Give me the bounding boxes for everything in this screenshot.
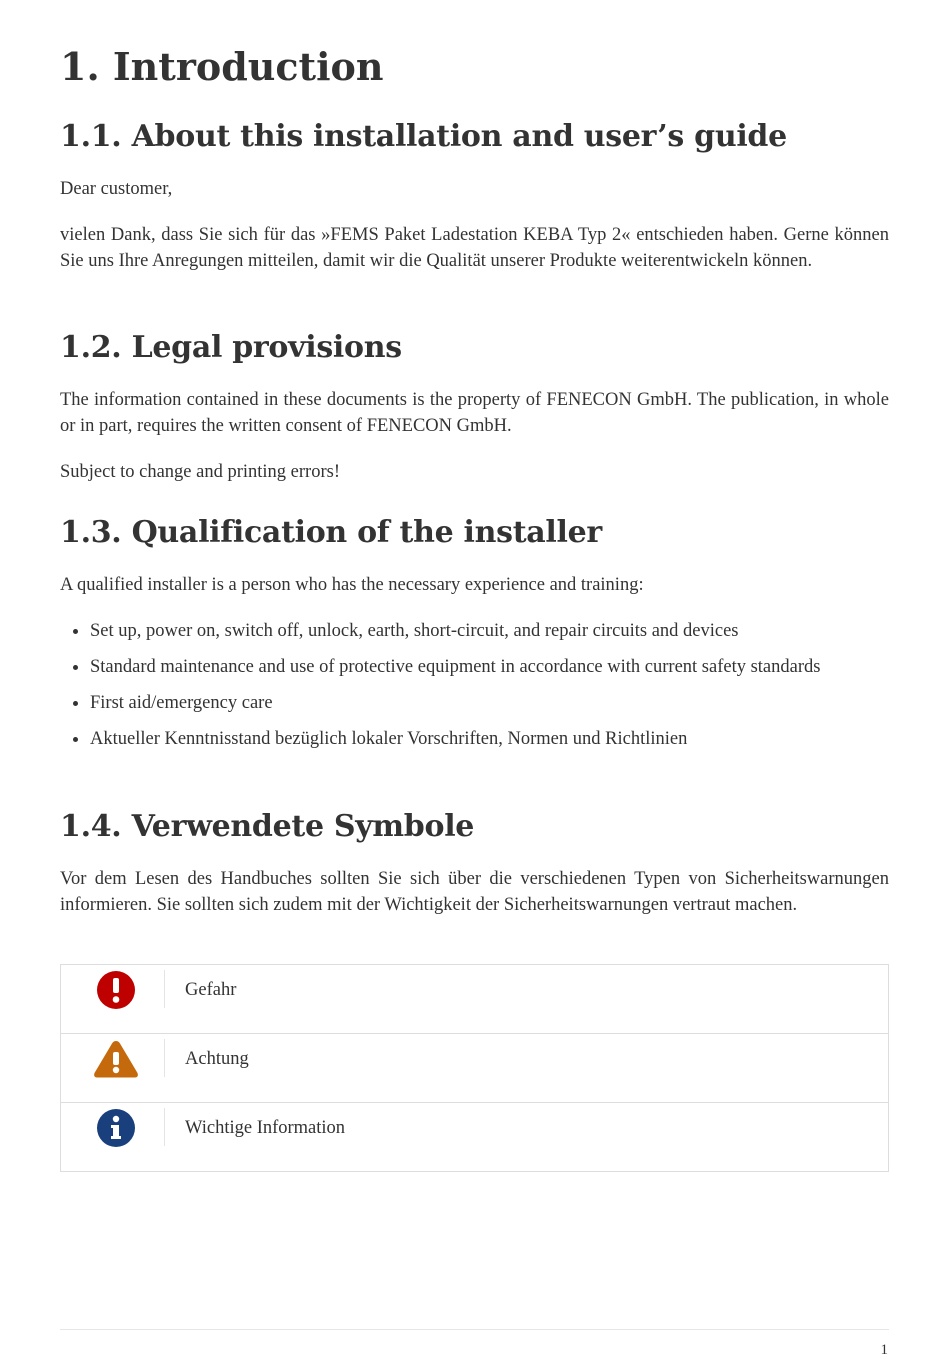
info-circle-icon bbox=[96, 1108, 136, 1148]
cell-divider bbox=[164, 1108, 165, 1146]
icon-cell bbox=[61, 1034, 166, 1103]
symbol-label: Wichtige Information bbox=[165, 1103, 889, 1172]
table-row bbox=[61, 1034, 889, 1103]
table-row bbox=[61, 965, 889, 1034]
danger-exclamation-circle-icon bbox=[96, 970, 136, 1010]
footer-divider bbox=[60, 1329, 889, 1330]
qualification-intro: A qualified installer is a person who has the necessary experience and training: bbox=[60, 575, 644, 595]
table-row bbox=[61, 1103, 889, 1172]
greeting-text: Dear customer, bbox=[60, 179, 173, 199]
about-paragraph: vielen Dank, dass Sie sich für das »FEMS Paket Ladestation KEBA Typ 2« entschieden haben. Gerne können Sie uns Ihre Anregungen mitteilen, damit wir die Qualität unserer Produkte weiterentwickeln können. bbox=[60, 225, 889, 271]
icon-cell bbox=[61, 1103, 166, 1172]
section-heading-legal: 1.2. Legal provisions bbox=[60, 330, 402, 365]
symbol-label: Gefahr bbox=[165, 965, 889, 1034]
qualification-list bbox=[60, 618, 889, 762]
symbols-paragraph: Vor dem Lesen des Handbuches sollten Sie sich über die verschiedenen Typen von Sicherheitswarnungen informieren. Sie sollten sich zudem mit der Wichtigkeit der Sicherheitswarnungen vertraut machen. bbox=[60, 869, 889, 915]
bullet-icon bbox=[73, 629, 78, 634]
list-item bbox=[60, 654, 889, 680]
cell-divider bbox=[164, 1039, 165, 1077]
symbols-table bbox=[60, 964, 889, 1172]
list-item-text: Set up, power on, switch off, unlock, earth, short-circuit, and repair circuits and devices bbox=[90, 621, 739, 641]
list-item-text: Standard maintenance and use of protective equipment in accordance with current safety standards bbox=[90, 657, 821, 677]
list-item-text: Aktueller Kenntnisstand bezüglich lokaler Vorschriften, Normen und Richtlinien bbox=[90, 729, 688, 749]
bullet-icon bbox=[73, 701, 78, 706]
page-number: 1 bbox=[880, 1342, 888, 1358]
icon-cell bbox=[61, 965, 166, 1034]
list-item bbox=[60, 618, 889, 644]
section-heading-symbols: 1.4. Verwendete Symbole bbox=[60, 809, 475, 844]
list-item bbox=[60, 726, 889, 752]
section-heading-about: 1.1. About this installation and user’s guide bbox=[60, 119, 787, 154]
chapter-title: 1. Introduction bbox=[60, 44, 384, 89]
cell-divider bbox=[164, 970, 165, 1008]
bullet-icon bbox=[73, 737, 78, 742]
list-item-text: First aid/emergency care bbox=[90, 693, 273, 713]
symbol-label: Achtung bbox=[165, 1034, 889, 1103]
warning-triangle-icon bbox=[93, 1039, 139, 1079]
bullet-icon bbox=[73, 665, 78, 670]
legal-note: Subject to change and printing errors! bbox=[60, 462, 340, 482]
section-heading-qualification: 1.3. Qualification of the installer bbox=[60, 515, 602, 550]
list-item bbox=[60, 690, 889, 716]
legal-paragraph: The information contained in these documents is the property of FENECON GmbH. The publication, in whole or in part, requires the written consent of FENECON GmbH. bbox=[60, 390, 889, 436]
